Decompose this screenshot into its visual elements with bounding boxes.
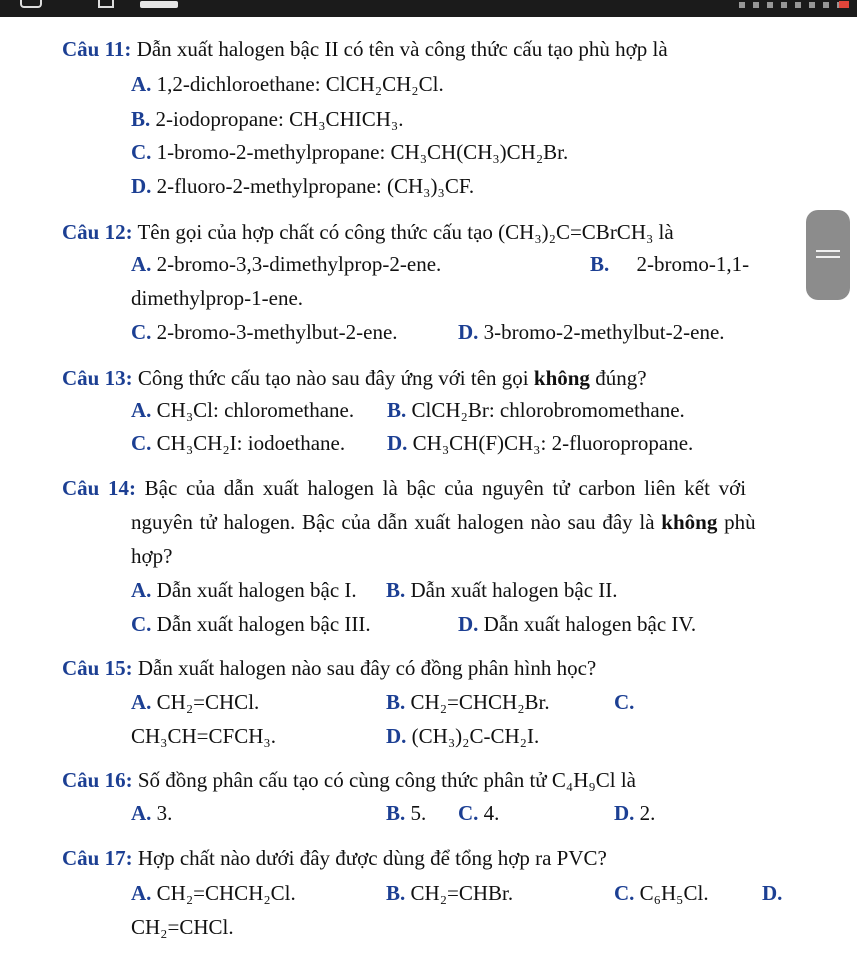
grip-icon: [816, 250, 840, 252]
option-a: [131, 398, 354, 422]
question-number: Câu 17:: [62, 846, 133, 870]
option-label: C.: [131, 320, 152, 344]
option-b: [386, 801, 426, 825]
emphasis: không: [661, 510, 718, 534]
option-text: Dẫn xuất halogen bậc II.: [410, 578, 618, 602]
option-label: D.: [131, 174, 152, 198]
option-b: [386, 578, 618, 602]
question-14: [62, 476, 746, 500]
option-text: Dẫn xuất halogen bậc I.: [156, 578, 357, 602]
option-a: [131, 881, 296, 905]
option-label: C.: [614, 881, 635, 905]
option-text: (CH₃)₂C-CH₂I.: [411, 724, 540, 748]
question-text: Tên gọi của hợp chất có công thức cấu tạo (CH₃)₂C=CBrCH₃ là: [137, 220, 674, 244]
question-11: [62, 37, 668, 61]
option-text: 4.: [483, 801, 500, 825]
option-label: C.: [131, 431, 152, 455]
option-label: A.: [131, 252, 152, 276]
option-text: 3-bromo-2-methylbut-2-ene.: [483, 320, 725, 344]
option-label: B.: [386, 690, 406, 714]
question-number: Câu 11:: [62, 37, 132, 61]
option-label: A.: [131, 72, 152, 96]
option-c: [131, 431, 345, 455]
option-label: A.: [131, 801, 152, 825]
option-c: [614, 690, 634, 714]
option-label: C.: [614, 690, 635, 714]
option-label: D.: [386, 724, 407, 748]
option-text: 5.: [410, 801, 427, 825]
option-d: [131, 174, 474, 198]
question-text: phù: [717, 510, 756, 534]
question-number: Câu 14:: [62, 476, 136, 500]
option-text: CH₂=CHBr.: [410, 881, 514, 905]
question-17: [62, 846, 607, 870]
option-c-continued: CH₃CH=CFCH₃.: [131, 724, 276, 748]
option-c: [131, 140, 568, 164]
option-label: B.: [386, 881, 406, 905]
question-13: [62, 366, 647, 390]
option-b-continued: dimethylprop-1-ene.: [131, 286, 304, 310]
option-b: [386, 690, 550, 714]
question-text: Số đồng phân cấu tạo có cùng công thức phân tử C₄H₉Cl là: [137, 768, 636, 792]
option-d: [387, 431, 693, 455]
status-bar: [0, 0, 857, 17]
question-14-line-3: hợp?: [131, 544, 173, 568]
option-text: CH₃Cl: chloromethane.: [156, 398, 355, 422]
option-text: 2-iodopropane: CH₃CHICH₃.: [155, 107, 404, 131]
question-number: Câu 13:: [62, 366, 133, 390]
option-text: 2-bromo-3,3-dimethylprop-2-ene.: [156, 252, 442, 276]
option-label: B.: [386, 801, 406, 825]
scroll-handle[interactable]: [806, 210, 850, 300]
question-number: Câu 12:: [62, 220, 133, 244]
option-label: A.: [131, 881, 152, 905]
option-a: [131, 801, 172, 825]
option-c: [458, 801, 499, 825]
question-text: Bậc của dẫn xuất halogen là bậc của nguyên tử carbon liên kết với: [144, 476, 747, 500]
question-text: đúng?: [589, 366, 647, 390]
option-text: ClCH₂Br: chlorobromomethane.: [411, 398, 685, 422]
option-a: [131, 252, 441, 276]
option-c: [614, 881, 709, 905]
option-d: [614, 801, 655, 825]
option-label: A.: [131, 578, 152, 602]
option-text: 1-bromo-2-methylpropane: CH₃CH(CH₃)CH₂Br.: [156, 140, 569, 164]
option-d: [386, 724, 539, 748]
option-label: B.: [387, 398, 407, 422]
question-12: [62, 220, 674, 244]
option-label: B.: [590, 252, 610, 276]
option-text: 2-bromo-3-methylbut-2-ene.: [156, 320, 398, 344]
option-label: C.: [131, 612, 152, 636]
option-text: 2.: [639, 801, 656, 825]
option-label: D.: [762, 881, 783, 905]
option-label: D.: [614, 801, 635, 825]
option-label: B.: [386, 578, 406, 602]
option-text: 2-fluoro-2-methylpropane: (CH₃)₃CF.: [156, 174, 475, 198]
option-text: 3.: [156, 801, 173, 825]
status-icon: [20, 0, 42, 8]
emphasis: không: [533, 366, 590, 390]
question-number: Câu 16:: [62, 768, 133, 792]
question-text: nguyên tử halogen. Bậc của dẫn xuất halogen nào sau đây là: [131, 510, 662, 534]
option-label: C.: [458, 801, 479, 825]
option-d-continued: CH₂=CHCl.: [131, 915, 234, 939]
question-15: [62, 656, 596, 680]
question-14-line-2: [131, 510, 756, 534]
question-text: Hợp chất nào dưới đây được dùng để tổng hợp ra PVC?: [137, 846, 607, 870]
option-text: 2-bromo-1,1-: [636, 252, 750, 276]
option-text: CH₂=CHCl.: [156, 690, 260, 714]
option-text: CH₂=CHCH₂Br.: [410, 690, 550, 714]
option-c: [131, 320, 398, 344]
option-label: D.: [387, 431, 408, 455]
option-label: A.: [131, 690, 152, 714]
option-d: [458, 320, 725, 344]
status-icon: [98, 0, 114, 8]
option-b: [590, 252, 749, 276]
option-label: D.: [458, 320, 479, 344]
option-d: [458, 612, 696, 636]
grip-icon: [816, 256, 840, 258]
question-text: Công thức cấu tạo nào sau đây ứng với tên gọi: [137, 366, 534, 390]
option-label: C.: [131, 140, 152, 164]
question-number: Câu 15:: [62, 656, 133, 680]
option-label: A.: [131, 398, 152, 422]
option-label: D.: [458, 612, 479, 636]
option-text: 1,2-dichloroethane: ClCH₂CH₂Cl.: [156, 72, 444, 96]
option-a: [131, 72, 444, 96]
option-text: C₆H₅Cl.: [639, 881, 709, 905]
option-d: [762, 881, 782, 905]
option-text: Dẫn xuất halogen bậc III.: [156, 612, 371, 636]
option-b: [387, 398, 685, 422]
question-16: [62, 768, 636, 792]
option-b: [131, 107, 403, 131]
option-text: CH₃CH(F)CH₃: 2-fluoropropane.: [412, 431, 694, 455]
option-label: B.: [131, 107, 151, 131]
question-text: Dẫn xuất halogen bậc II có tên và công thức cấu tạo phù hợp là: [136, 37, 668, 61]
status-icon: [140, 1, 178, 8]
battery-icon: [839, 1, 849, 8]
signal-icon: [739, 2, 849, 8]
option-text: CH₂=CHCH₂Cl.: [156, 881, 296, 905]
option-text: CH₃CH₂I: iodoethane.: [156, 431, 346, 455]
question-text: Dẫn xuất halogen nào sau đây có đồng phân hình học?: [137, 656, 597, 680]
option-a: [131, 578, 357, 602]
option-text: Dẫn xuất halogen bậc IV.: [483, 612, 697, 636]
option-a: [131, 690, 259, 714]
option-b: [386, 881, 513, 905]
option-c: [131, 612, 371, 636]
